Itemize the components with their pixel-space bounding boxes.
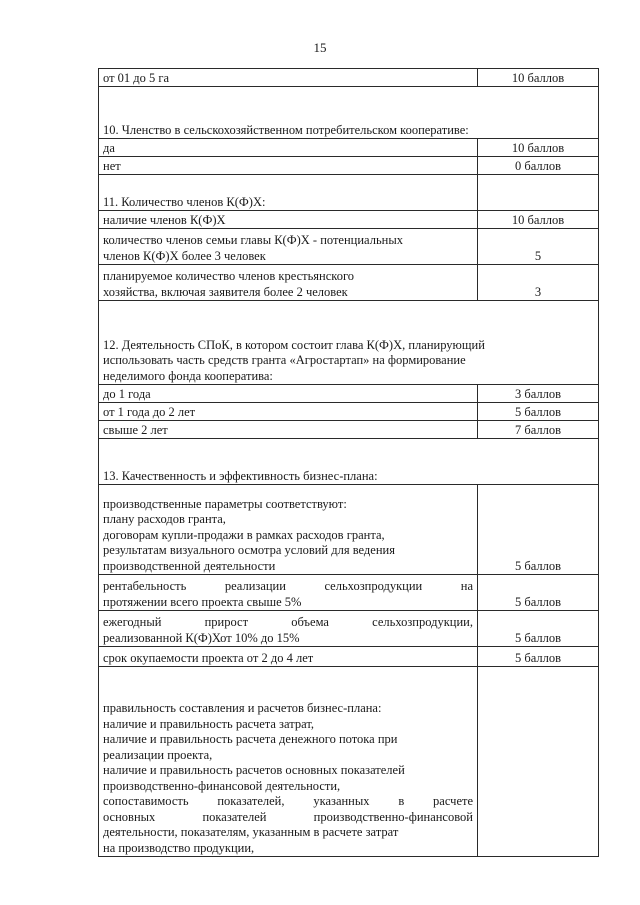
section-heading-row <box>99 439 599 485</box>
criterion-score: 3 баллов <box>478 385 599 403</box>
criterion-line: основных показателей производственно-финансовой <box>103 809 473 824</box>
section-10-heading: 10. Членство в сельскохозяйственном потребительском кооперативе: <box>99 87 599 139</box>
criterion-score: 5 баллов <box>478 611 599 647</box>
heading-line: использовать часть средств гранта «Агростартап» на формирование <box>103 353 466 367</box>
criterion-score: 5 баллов <box>478 647 599 667</box>
section-12-heading <box>99 301 599 385</box>
criterion-score: 5 баллов <box>478 575 599 611</box>
criterion-score: 3 <box>478 265 599 301</box>
criterion-line: реализованной К(Ф)Хот 10% до 15% <box>103 630 300 645</box>
empty-score-cell <box>478 175 599 211</box>
criterion-label: от 1 года до 2 лет <box>99 403 478 421</box>
criterion-line: плану расходов гранта, <box>103 512 226 526</box>
criterion-label: срок окупаемости проекта от 2 до 4 лет <box>99 647 478 667</box>
table-row <box>99 229 599 265</box>
criterion-line: хозяйства, включая заявителя более 2 человек <box>103 284 348 299</box>
criterion-line: реализации проекта, <box>103 747 213 762</box>
criterion-label: свыше 2 лет <box>99 421 478 439</box>
criterion-line: производственно-финансовой деятельности, <box>103 778 341 793</box>
criterion-line: членов К(Ф)Х более 3 человек <box>103 248 266 263</box>
criterion-line: протяжении всего проекта свыше 5% <box>103 594 302 609</box>
criterion-label: до 1 года <box>99 385 478 403</box>
criterion-label <box>99 667 478 857</box>
section-13-heading: 13. Качественность и эффективность бизнес-плана: <box>99 439 599 485</box>
heading-line: 12. Деятельность СПоК, в котором состоит глава К(Ф)Х, планирующий <box>103 337 485 352</box>
table-row <box>99 157 599 175</box>
table-row <box>99 667 599 857</box>
table-row <box>99 139 599 157</box>
criterion-label <box>99 611 478 647</box>
criterion-score <box>478 667 599 857</box>
section-heading-row <box>99 175 599 211</box>
criterion-line: наличие и правильность расчетов основных показателей <box>103 763 405 777</box>
criterion-label <box>99 265 478 301</box>
criterion-line: планируемое количество членов крестьянского <box>103 269 355 283</box>
table-row <box>99 421 599 439</box>
criterion-line: результатам визуального осмотра условий для ведения <box>103 543 395 557</box>
criterion-label <box>99 229 478 265</box>
criterion-score: 0 баллов <box>478 157 599 175</box>
criterion-line: рентабельность реализации сельхозпродукции на <box>103 579 473 593</box>
table-row <box>99 265 599 301</box>
criterion-score: 5 баллов <box>478 403 599 421</box>
criterion-line: количество членов семьи главы К(Ф)Х - потенциальных <box>103 233 403 247</box>
criterion-label: да <box>99 139 478 157</box>
criterion-score: 5 <box>478 229 599 265</box>
criterion-line: на производство продукции, <box>103 840 255 855</box>
criterion-line: наличие и правильность расчета денежного потока при <box>103 732 398 746</box>
criterion-score: 10 баллов <box>478 211 599 229</box>
table-row <box>99 211 599 229</box>
section-heading-row <box>99 301 599 385</box>
criterion-label: наличие членов К(Ф)Х <box>99 211 478 229</box>
criterion-line: сопоставимость показателей, указанных в расчете <box>103 794 473 808</box>
table-row <box>99 647 599 667</box>
criterion-score: 7 баллов <box>478 421 599 439</box>
scoring-criteria-table <box>98 68 599 857</box>
criterion-line: производственной деятельности <box>103 558 276 573</box>
page-number: 15 <box>313 40 327 55</box>
criterion-line: деятельности, показателям, указанным в расчете затрат <box>103 825 399 839</box>
table-row <box>99 69 599 87</box>
criterion-line: ежегодный прирост объема сельхозпродукции, <box>103 615 473 629</box>
table-row <box>99 385 599 403</box>
criterion-label <box>99 485 478 575</box>
criterion-label: нет <box>99 157 478 175</box>
section-11-heading: 11. Количество членов К(Ф)Х: <box>99 175 478 211</box>
criterion-line: договорам купли-продажи в рамках расходов гранта, <box>103 527 385 542</box>
table-row <box>99 403 599 421</box>
criterion-score: 5 баллов <box>478 485 599 575</box>
criterion-score: 10 баллов <box>478 139 599 157</box>
heading-line: неделимого фонда кооператива: <box>103 368 273 383</box>
criterion-score: 10 баллов <box>478 69 599 87</box>
section-heading-row <box>99 87 599 139</box>
criterion-line: производственные параметры соответствуют: <box>103 496 347 511</box>
table-row <box>99 485 599 575</box>
criterion-line: правильность составления и расчетов бизнес-плана: <box>103 701 382 715</box>
criterion-line: наличие и правильность расчета затрат, <box>103 716 314 731</box>
table-row <box>99 611 599 647</box>
table-row <box>99 575 599 611</box>
criterion-label: от 01 до 5 га <box>99 69 478 87</box>
criterion-label <box>99 575 478 611</box>
